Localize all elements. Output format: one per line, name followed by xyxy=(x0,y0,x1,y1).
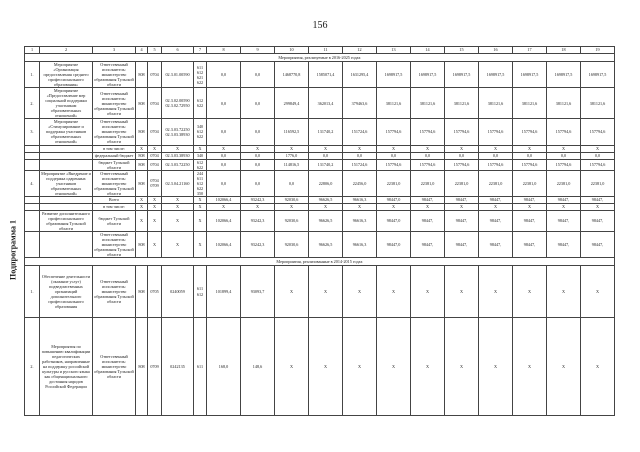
amount-cell: 157794,6 xyxy=(377,119,411,145)
amount-cell: 92030,6 xyxy=(275,210,309,231)
column-header: 18 xyxy=(547,47,581,54)
code-expense-type: 611 612 621 622 xyxy=(194,62,207,88)
code-expense-type: X xyxy=(194,210,207,231)
amount-cell: 96616,3 xyxy=(343,210,377,231)
amount-cell: 299849,4 xyxy=(275,88,309,119)
amount-cell: 381121,6 xyxy=(547,88,581,119)
executor: Ответственный исполнитель: министерство образования Тульской области xyxy=(94,170,134,196)
amount-cell: 157794,6 xyxy=(547,119,581,145)
amount-cell: 157794,6 xyxy=(581,159,615,170)
activity-name xyxy=(40,159,93,170)
activity-name xyxy=(40,196,93,203)
amount-cell: 98447, xyxy=(547,210,581,231)
code-section: 0704 xyxy=(148,119,162,145)
activity-name xyxy=(40,145,93,152)
amount-cell: 1631295,4 xyxy=(343,62,377,88)
executor: бюджет Тульской области xyxy=(93,159,136,170)
amount-cell: 101899,4 xyxy=(207,266,241,318)
amount-cell: 22381,0 xyxy=(513,170,547,196)
column-header: 15 xyxy=(445,47,479,54)
amount-cell: 98447, xyxy=(479,210,513,231)
amount-cell: 98447, xyxy=(513,196,547,203)
executor: бюджет Тульской области xyxy=(93,210,136,231)
amount-cell: 98447,0 xyxy=(377,231,411,257)
column-header: 1 xyxy=(25,47,40,54)
amount-cell: 22381,0 xyxy=(581,170,615,196)
amount-cell: 0,0 xyxy=(241,119,275,145)
amount-cell: 0,0 xyxy=(445,152,479,159)
amount-cell: X xyxy=(513,145,547,152)
amount-cell: 0,0 xyxy=(241,88,275,119)
activity-name: Обеспечение деятельности (оказание услуг) подведомственных организаций дополнительного профессионального образования xyxy=(40,266,93,318)
row-number xyxy=(25,152,40,159)
code-target-item: 02.3.03.38930 xyxy=(162,152,194,159)
amount-cell: 157794,6 xyxy=(513,119,547,145)
executor: Ответственный исполнитель: министерство образования Тульской области xyxy=(94,62,134,88)
table-row xyxy=(25,119,615,145)
amount-cell: 98447, xyxy=(547,196,581,203)
amount-cell: 98447, xyxy=(445,231,479,257)
amount-cell: 96616,3 xyxy=(343,196,377,203)
amount-cell: 381121,6 xyxy=(479,88,513,119)
amount-cell: 1698917,5 xyxy=(547,62,581,88)
amount-cell: X xyxy=(275,203,309,210)
row-number: 4. xyxy=(25,170,40,196)
code-ministry: 808 xyxy=(136,266,148,318)
column-header: 17 xyxy=(513,47,547,54)
amount-cell: X xyxy=(343,318,377,416)
budget-table xyxy=(24,46,615,416)
code-target-item: X xyxy=(162,196,194,203)
executor: Ответственный исполнитель: министерство образования Тульской области xyxy=(94,119,134,145)
amount-cell: X xyxy=(241,145,275,152)
table-row xyxy=(25,196,615,203)
amount-cell: 0,0 xyxy=(241,152,275,159)
code-target-item: X xyxy=(162,203,194,210)
amount-cell: 151724,6 xyxy=(343,159,377,170)
amount-cell: 0,0 xyxy=(479,152,513,159)
amount-cell: 98447, xyxy=(445,196,479,203)
code-target-item: X xyxy=(162,231,194,257)
column-header: 14 xyxy=(411,47,445,54)
amount-cell: 102066,4 xyxy=(207,196,241,203)
table-row xyxy=(25,170,615,196)
amount-cell: X xyxy=(207,203,241,210)
amount-cell: 148,6 xyxy=(241,318,275,416)
table-row xyxy=(25,266,615,318)
column-header: 13 xyxy=(377,47,411,54)
amount-cell: 157794,6 xyxy=(547,159,581,170)
amount-cell: 98447, xyxy=(411,196,445,203)
row-number xyxy=(25,210,40,231)
column-header: 16 xyxy=(479,47,513,54)
column-header: 6 xyxy=(162,47,194,54)
amount-cell: 0,0 xyxy=(241,159,275,170)
subprogram-sidebar-text: Подпрограмма 1 xyxy=(8,219,18,281)
code-expense-type: X xyxy=(194,231,207,257)
amount-cell: X xyxy=(275,318,309,416)
amount-cell: 1698917,5 xyxy=(411,62,445,88)
code-target-item: 0242135 xyxy=(162,318,194,416)
amount-cell: X xyxy=(513,318,547,416)
amount-cell: 93242,3 xyxy=(241,196,275,203)
table-body xyxy=(25,54,615,416)
code-target-item: 02.3.04.21160 xyxy=(162,170,194,196)
amount-cell: X xyxy=(581,318,615,416)
amount-cell: 0,0 xyxy=(207,159,241,170)
amount-cell: 22806,0 xyxy=(309,170,343,196)
amount-cell: 98447,0 xyxy=(377,210,411,231)
activity-name: Мероприятия по повышению квалификации педагогических работников, направленные на поддержку российской культуры и русского языка как общенационального достояния народов Российской Федерации xyxy=(40,318,93,416)
code-section: X xyxy=(148,203,162,210)
code-expense-type: X xyxy=(194,196,207,203)
amount-cell: 22381,0 xyxy=(547,170,581,196)
amount-cell: 93242,3 xyxy=(241,210,275,231)
code-expense-type: 611 612 xyxy=(194,266,207,318)
row-number xyxy=(25,159,40,170)
row-number: 1. xyxy=(25,62,40,88)
amount-cell: 102066,4 xyxy=(207,210,241,231)
activity-name: Развитие дополнительного профессионального образования Тульской области xyxy=(40,210,93,231)
code-expense-type: 244 611 612 622 350 xyxy=(194,170,207,196)
amount-cell: 98447, xyxy=(513,210,547,231)
amount-cell: 22456,0 xyxy=(343,170,377,196)
amount-cell: 98447, xyxy=(547,231,581,257)
code-section: 0704 xyxy=(148,62,162,88)
table-row xyxy=(25,210,615,231)
amount-cell: X xyxy=(479,203,513,210)
column-header: 2 xyxy=(40,47,93,54)
amount-cell: X xyxy=(377,203,411,210)
amount-cell: 102066,4 xyxy=(207,231,241,257)
subprogram-sidebar-label xyxy=(6,180,20,320)
executor: в том числе: xyxy=(93,145,136,152)
code-section: 0704 0709 xyxy=(148,170,162,196)
amount-cell: 157794,6 xyxy=(411,119,445,145)
amount-cell: X xyxy=(343,266,377,318)
amount-cell: 0,0 xyxy=(241,170,275,196)
amount-cell: X xyxy=(343,203,377,210)
table-row xyxy=(25,231,615,257)
column-header: 7 xyxy=(194,47,207,54)
code-expense-type: 612 622 xyxy=(194,88,207,119)
code-section: 0704 xyxy=(148,152,162,159)
code-expense-type: 340 xyxy=(194,152,207,159)
amount-cell: X xyxy=(411,145,445,152)
row-number xyxy=(25,145,40,152)
amount-cell: 93093,7 xyxy=(241,266,275,318)
amount-cell: X xyxy=(547,203,581,210)
amount-cell: X xyxy=(411,266,445,318)
amount-cell: X xyxy=(275,266,309,318)
amount-cell: 151724,6 xyxy=(343,119,377,145)
amount-cell: 98447, xyxy=(411,210,445,231)
code-section: X xyxy=(148,145,162,152)
amount-cell: X xyxy=(377,145,411,152)
amount-cell: X xyxy=(547,318,581,416)
amount-cell: 157794,6 xyxy=(479,159,513,170)
amount-cell: 381121,6 xyxy=(513,88,547,119)
code-ministry: X xyxy=(136,210,148,231)
code-section: X xyxy=(148,231,162,257)
amount-cell: 381121,6 xyxy=(411,88,445,119)
amount-cell: 93242,3 xyxy=(241,231,275,257)
amount-cell: 1698917,5 xyxy=(377,62,411,88)
column-header: 19 xyxy=(581,47,615,54)
amount-cell: 22381,0 xyxy=(479,170,513,196)
amount-cell: 92030,6 xyxy=(275,196,309,203)
amount-cell: 1698917,5 xyxy=(581,62,615,88)
section-title-row xyxy=(25,54,615,62)
table-row xyxy=(25,145,615,152)
amount-cell: 131740,2 xyxy=(309,119,343,145)
column-header: 12 xyxy=(343,47,377,54)
amount-cell: 157794,6 xyxy=(377,159,411,170)
code-expense-type: 340 612 622 xyxy=(194,119,207,145)
code-section: 0709 xyxy=(148,318,162,416)
amount-cell: 98447,0 xyxy=(377,196,411,203)
code-expense-type: X xyxy=(194,203,207,210)
column-header: 11 xyxy=(309,47,343,54)
amount-cell: 1776,0 xyxy=(275,152,309,159)
amount-cell: 0,0 xyxy=(275,170,309,196)
amount-cell: X xyxy=(343,145,377,152)
row-number: 2. xyxy=(25,318,40,416)
executor: Ответственный исполнитель: министерство образования Тульской области xyxy=(93,266,136,318)
executor: Ответственный исполнитель: министерство образования Тульской области xyxy=(93,88,136,119)
executor: Ответственный исполнитель: министерство образования Тульской области xyxy=(93,318,136,416)
code-section: 0704 xyxy=(148,159,162,170)
amount-cell: 96626,5 xyxy=(309,231,343,257)
amount-cell: X xyxy=(513,203,547,210)
code-section: 0705 xyxy=(148,266,162,318)
table-row xyxy=(25,88,615,119)
section-title: Мероприятия, реализованные в 2014-2015 годах xyxy=(25,258,615,266)
amount-cell: 1698917,5 xyxy=(479,62,513,88)
row-number xyxy=(25,196,40,203)
amount-cell: 157794,6 xyxy=(479,119,513,145)
amount-cell: X xyxy=(547,266,581,318)
executor: в том числе: xyxy=(93,203,136,210)
code-ministry: 808 xyxy=(136,159,148,170)
table-row xyxy=(25,62,615,88)
amount-cell: 22381,0 xyxy=(445,170,479,196)
amount-cell: 98447, xyxy=(479,196,513,203)
column-header: 9 xyxy=(241,47,275,54)
code-target-item: 0240059 xyxy=(162,266,194,318)
amount-cell: 379463,6 xyxy=(343,88,377,119)
executor: Ответственный исполнитель: министерство образования Тульской области xyxy=(94,231,134,257)
code-ministry: 808 xyxy=(136,152,148,159)
column-header: 4 xyxy=(136,47,148,54)
amount-cell: X xyxy=(479,145,513,152)
activity-name: Мероприятие «Предоставление мер социальной поддержки участникам образовательных отношений» xyxy=(40,88,93,119)
code-expense-type: X xyxy=(194,145,207,152)
amount-cell: 381121,6 xyxy=(581,88,615,119)
column-header: 8 xyxy=(207,47,241,54)
amount-cell: 92030,6 xyxy=(275,231,309,257)
table-row xyxy=(25,318,615,416)
activity-name: Мероприятие «Организация предоставления среднего профессионального образования» xyxy=(40,62,93,88)
amount-cell: 0,0 xyxy=(207,62,241,88)
column-header: 5 xyxy=(148,47,162,54)
amount-cell: 98447, xyxy=(479,231,513,257)
amount-cell: X xyxy=(445,203,479,210)
amount-cell: 1698917,5 xyxy=(513,62,547,88)
amount-cell: 0,0 xyxy=(411,152,445,159)
amount-cell: 22381,0 xyxy=(377,170,411,196)
amount-cell: X xyxy=(581,266,615,318)
amount-cell: 1698917,5 xyxy=(445,62,479,88)
code-ministry: 808 xyxy=(136,62,148,88)
activity-name: Мероприятие «Стимулирование и поддержка участников образовательных отношений» xyxy=(40,119,93,145)
amount-cell: X xyxy=(309,318,343,416)
code-target-item: 02.3.02.00590 02.3.02.72950 xyxy=(162,88,194,119)
executor: федеральный бюджет xyxy=(93,152,136,159)
amount-cell: 362013,4 xyxy=(309,88,343,119)
amount-cell: X xyxy=(411,203,445,210)
activity-name: Мероприятие «Внедрение и поддержка одаренных участников образовательных отношений» xyxy=(41,170,91,196)
amount-cell: X xyxy=(309,145,343,152)
amount-cell: 157794,6 xyxy=(445,119,479,145)
amount-cell: 96616,3 xyxy=(343,231,377,257)
column-header: 10 xyxy=(275,47,309,54)
amount-cell: X xyxy=(411,318,445,416)
table-row xyxy=(25,159,615,170)
amount-cell: 98447, xyxy=(445,210,479,231)
code-section: X xyxy=(148,210,162,231)
code-ministry: 808 xyxy=(136,231,148,257)
amount-cell: 1585071,4 xyxy=(309,62,343,88)
code-ministry: X xyxy=(136,196,148,203)
code-target-item: 02.3.03.72250 02.3.03.38930 xyxy=(162,119,194,145)
amount-cell: 98447, xyxy=(513,231,547,257)
amount-cell: X xyxy=(445,145,479,152)
amount-cell: 381121,6 xyxy=(445,88,479,119)
code-target-item: X xyxy=(162,210,194,231)
amount-cell: 157794,6 xyxy=(411,159,445,170)
code-ministry: 808 xyxy=(136,170,148,196)
amount-cell: 0,0 xyxy=(343,152,377,159)
activity-name xyxy=(40,203,93,210)
amount-cell: 114816,5 xyxy=(275,159,309,170)
amount-cell: X xyxy=(445,266,479,318)
column-header: 3 xyxy=(93,47,136,54)
amount-cell: X xyxy=(513,266,547,318)
amount-cell: 98447, xyxy=(581,196,615,203)
row-number: 3. xyxy=(25,119,40,145)
amount-cell: 0,0 xyxy=(207,152,241,159)
code-ministry: 808 xyxy=(136,88,148,119)
amount-cell: 98447, xyxy=(411,231,445,257)
amount-cell: X xyxy=(581,203,615,210)
amount-cell: 1468770,8 xyxy=(275,62,309,88)
code-ministry: X xyxy=(136,203,148,210)
amount-cell: 0,0 xyxy=(241,62,275,88)
row-number: 2. xyxy=(25,88,40,119)
code-expense-type: 612 622 xyxy=(194,159,207,170)
row-number xyxy=(25,231,40,257)
code-expense-type: 611 xyxy=(194,318,207,416)
row-number: 1. xyxy=(25,266,40,318)
amount-cell: X xyxy=(377,318,411,416)
amount-cell: X xyxy=(547,145,581,152)
amount-cell: 0,0 xyxy=(377,152,411,159)
amount-cell: X xyxy=(581,145,615,152)
amount-cell: X xyxy=(275,145,309,152)
table-header-row xyxy=(25,47,615,54)
row-number xyxy=(25,203,40,210)
section-title-row xyxy=(25,258,615,266)
code-section: X xyxy=(148,196,162,203)
code-ministry: 808 xyxy=(136,119,148,145)
executor: Всего xyxy=(93,196,136,203)
amount-cell: 96626,5 xyxy=(309,196,343,203)
code-target-item: 02.3.01.00590 xyxy=(162,62,194,88)
page-number: 156 xyxy=(312,20,328,31)
amount-cell: 0,0 xyxy=(513,152,547,159)
amount-cell: 116592,5 xyxy=(275,119,309,145)
amount-cell: X xyxy=(479,266,513,318)
code-target-item: X xyxy=(162,145,194,152)
section-title: Мероприятия, реализуемые в 2016-2025 годах xyxy=(25,54,615,62)
amount-cell: 168,0 xyxy=(207,318,241,416)
amount-cell: 157794,6 xyxy=(581,119,615,145)
amount-cell: X xyxy=(309,203,343,210)
amount-cell: 0,0 xyxy=(207,119,241,145)
amount-cell: 381121,6 xyxy=(377,88,411,119)
amount-cell: X xyxy=(207,145,241,152)
amount-cell: X xyxy=(309,266,343,318)
amount-cell: X xyxy=(241,203,275,210)
activity-name xyxy=(40,231,93,257)
activity-name xyxy=(40,152,93,159)
code-section: 0704 xyxy=(148,88,162,119)
code-ministry: 808 xyxy=(136,318,148,416)
amount-cell: 0,0 xyxy=(547,152,581,159)
table-row xyxy=(25,152,615,159)
amount-cell: X xyxy=(445,318,479,416)
amount-cell: 157794,6 xyxy=(445,159,479,170)
code-target-item: 02.3.03.72250 xyxy=(162,159,194,170)
code-ministry: X xyxy=(136,145,148,152)
amount-cell: 0,0 xyxy=(207,88,241,119)
amount-cell: X xyxy=(479,318,513,416)
amount-cell: 157794,6 xyxy=(513,159,547,170)
amount-cell: 96626,5 xyxy=(309,210,343,231)
table-row xyxy=(25,203,615,210)
amount-cell: 98447, xyxy=(581,231,615,257)
amount-cell: 98447, xyxy=(581,210,615,231)
amount-cell: X xyxy=(377,266,411,318)
amount-cell: 0,0 xyxy=(309,152,343,159)
amount-cell: 0,0 xyxy=(581,152,615,159)
amount-cell: 22381,0 xyxy=(411,170,445,196)
amount-cell: 131740,2 xyxy=(309,159,343,170)
amount-cell: 0,0 xyxy=(207,170,241,196)
